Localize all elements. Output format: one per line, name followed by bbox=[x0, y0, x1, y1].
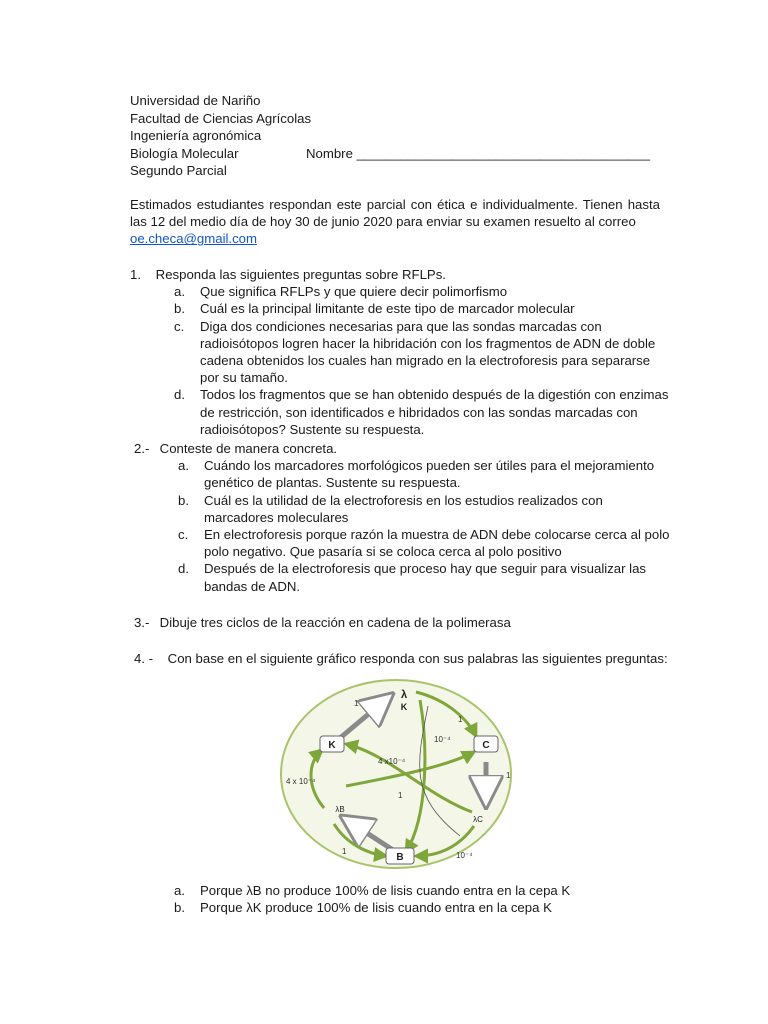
university-name: Universidad de Nariño bbox=[130, 93, 261, 108]
list-item bbox=[130, 318, 670, 387]
student-name-field: Nombre ________________________________________ bbox=[306, 145, 650, 161]
item-text: Diga dos condiciones necesarias para que las sondas marcadas con radioisótopos logren hacer la hibridación con los fragmentos de ADN de doble cadena obtenidos los cuales han migrado en la electroforesis para separarse por su tamaño. bbox=[200, 318, 656, 386]
list-item bbox=[134, 457, 674, 491]
rate-label: 10⁻⁴ bbox=[456, 851, 473, 860]
question-1 bbox=[130, 266, 670, 438]
question-title bbox=[134, 650, 674, 667]
item-letter: d. bbox=[178, 561, 189, 577]
item-text: Porque λB no produce 100% de lisis cuando entra en la cepa K bbox=[200, 883, 571, 898]
question-title bbox=[134, 440, 674, 457]
item-letter: b. bbox=[174, 301, 185, 317]
item-letter: a. bbox=[178, 458, 189, 474]
item-text: Todos los fragmentos que se han obtenido después de la digestión con enzimas de restricción, son identificados e hibridados con las sondas marcadas con radioisótopos? Sustente su respuesta. bbox=[200, 387, 669, 437]
item-letter: a. bbox=[174, 284, 185, 300]
item-letter: b. bbox=[174, 900, 185, 916]
rate-label: 1 bbox=[398, 791, 403, 800]
rate-label: 4 x10⁻⁴ bbox=[378, 757, 406, 766]
rate-label: 1 bbox=[506, 771, 511, 780]
question-number: 2.- bbox=[134, 441, 150, 456]
diagram-ellipse bbox=[281, 680, 511, 868]
question-3 bbox=[134, 614, 674, 631]
list-item bbox=[134, 526, 674, 560]
exam-header bbox=[130, 92, 690, 180]
item-letter: c. bbox=[174, 318, 185, 334]
list-item bbox=[130, 899, 670, 916]
question-2 bbox=[134, 440, 674, 595]
question-title bbox=[130, 266, 670, 283]
question-text: Con base en el siguiente gráfico responda con sus palabras las siguientes preguntas: bbox=[167, 651, 668, 666]
faculty-name: Facultad de Ciencias Agrícolas bbox=[130, 110, 312, 126]
rate-label: 1 bbox=[458, 715, 463, 724]
lambda-b-label: λB bbox=[335, 805, 345, 814]
question-4 bbox=[134, 650, 674, 667]
lambda-c-label: λC bbox=[473, 815, 483, 824]
question-text: Responda las siguientes preguntas sobre RFLPs. bbox=[155, 267, 446, 282]
rate-label: 1 bbox=[354, 699, 359, 708]
rate-label: 4 x 10⁻⁴ bbox=[286, 777, 316, 786]
question-text: Conteste de manera concreta. bbox=[159, 441, 338, 456]
list-item bbox=[130, 882, 670, 899]
list-item bbox=[130, 386, 670, 438]
question-items bbox=[130, 283, 670, 438]
item-text: Después de la electroforesis que proceso hay que seguir para visualizar las bandas de ADN. bbox=[204, 561, 647, 594]
question-title bbox=[134, 614, 674, 631]
phage-cycle-diagram bbox=[278, 676, 514, 872]
node-k-label: K bbox=[328, 740, 336, 751]
question-number: 3.- bbox=[134, 615, 150, 630]
question-number: 4. - bbox=[134, 651, 154, 666]
item-text: Porque λK produce 100% de lisis cuando entra en la cepa K bbox=[200, 900, 552, 916]
list-item bbox=[130, 283, 670, 300]
rate-label: 10⁻⁴ bbox=[434, 735, 451, 744]
course-name: Biología Molecular bbox=[130, 145, 239, 161]
item-text: Cuál es la principal limitante de este tipo de marcador molecular bbox=[200, 301, 575, 317]
question-number: 1. bbox=[130, 267, 141, 282]
item-text: Cuándo los marcadores morfológicos pueden ser útiles para el mejoramiento genético de plantas. Sustente su respuesta. bbox=[204, 458, 655, 491]
question-text: Dibuje tres ciclos de la reacción en cadena de la polimerasa bbox=[159, 615, 511, 630]
list-item bbox=[130, 300, 670, 317]
list-item bbox=[134, 492, 674, 526]
question-items bbox=[134, 457, 674, 595]
list-item bbox=[134, 560, 674, 594]
exam-title: Segundo Parcial bbox=[130, 163, 227, 179]
item-letter: c. bbox=[178, 527, 189, 543]
item-letter: b. bbox=[178, 492, 189, 508]
item-letter: d. bbox=[174, 387, 185, 403]
instructions bbox=[130, 196, 660, 248]
email-link[interactable]: oe.checa@gmail.com bbox=[130, 231, 258, 247]
diagram-questions bbox=[130, 882, 670, 917]
node-c-label: C bbox=[482, 740, 490, 751]
lambda-k-symbol: λ bbox=[400, 689, 408, 701]
item-text: Que significa RFLPs y que quiere decir polimorfismo bbox=[200, 284, 508, 300]
rate-label: 1 bbox=[342, 847, 347, 856]
course-and-name-line bbox=[130, 145, 690, 163]
program-name: Ingeniería agronómica bbox=[130, 128, 262, 144]
item-text: Cuál es la utilidad de la electroforesis en los estudios realizados con marcadores moleculares bbox=[204, 492, 603, 525]
lambda-k-strain: K bbox=[400, 702, 408, 712]
item-letter: a. bbox=[174, 883, 185, 898]
instructions-text: Estimados estudiantes respondan este parcial con ética e individualmente. Tienen hasta las 12 del medio día de hoy 30 de junio 2020 para enviar su examen resuelto al correo bbox=[130, 197, 660, 230]
item-text: En electroforesis porque razón la muestra de ADN debe colocarse cerca al polo polo negativo. Que pasaría si se coloca cerca al polo positivo bbox=[204, 527, 670, 560]
node-b-label: B bbox=[396, 852, 404, 863]
